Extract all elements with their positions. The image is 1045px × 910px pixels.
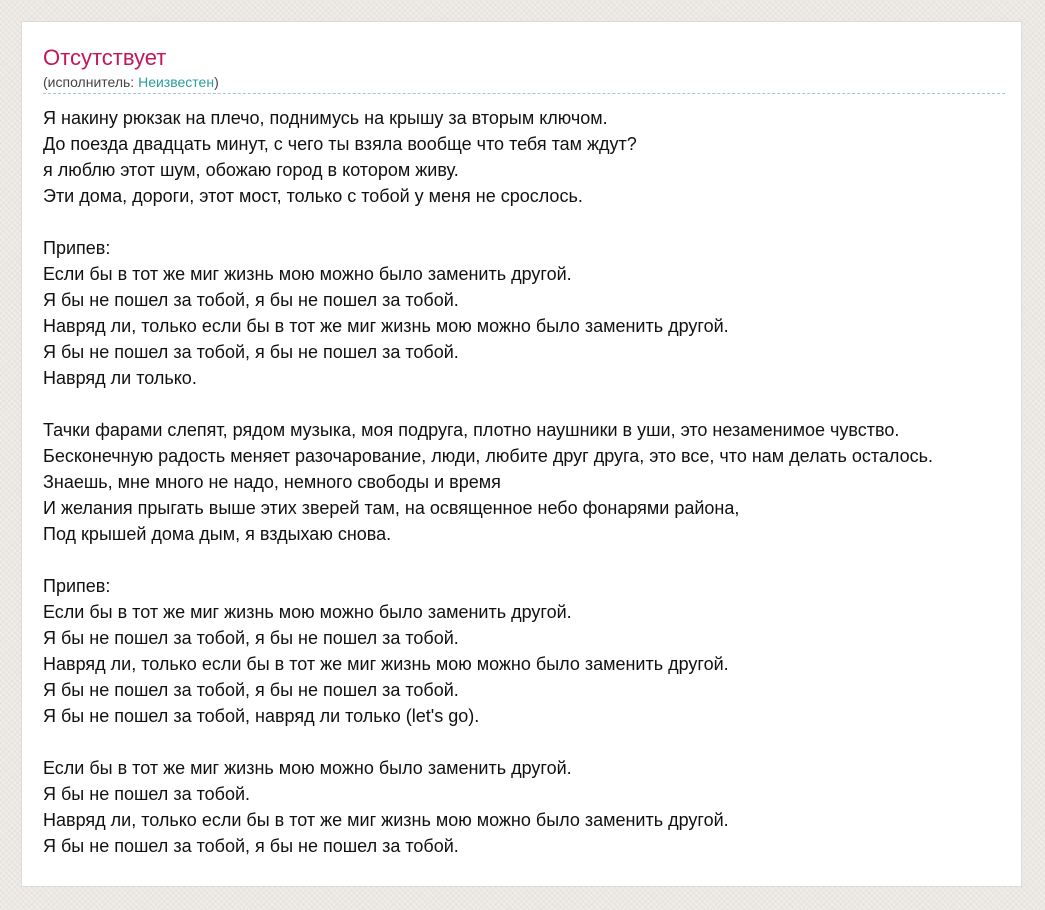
lyric-line: Я бы не пошел за тобой, навряд ли только (let's go). — [43, 706, 480, 726]
lyric-line: Я бы не пошел за тобой, я бы не пошел за тобой. — [43, 342, 459, 362]
lyric-line: Я накину рюкзак на плечо, поднимусь на крышу за вторым ключом. — [43, 108, 608, 128]
lyric-line: Под крышей дома дым, я вздыхаю снова. — [43, 524, 392, 544]
lyric-blank-line — [43, 547, 933, 573]
lyrics-card — [21, 21, 1022, 887]
lyric-line: Навряд ли, только если бы в тот же миг жизнь мою можно было заменить другой. — [43, 810, 729, 830]
lyric-line: Я бы не пошел за тобой, я бы не пошел за тобой. — [43, 628, 459, 648]
lyric-blank-line — [43, 729, 933, 755]
lyric-line: я люблю этот шум, обожаю город в котором живу. — [43, 160, 459, 180]
lyric-line: Я бы не пошел за тобой. — [43, 784, 251, 804]
lyric-line: Если бы в тот же миг жизнь мою можно было заменить другой. — [43, 758, 572, 778]
lyric-line: Бесконечную радость меняет разочарование, люди, любите друг друга, это все, что нам делать осталось. — [43, 446, 933, 466]
lyric-line: Знаешь, мне много не надо, немного свободы и время — [43, 472, 501, 492]
lyric-line: Навряд ли, только если бы в тот же миг жизнь мою можно было заменить другой. — [43, 654, 729, 674]
lyric-line: Если бы в тот же миг жизнь мою можно было заменить другой. — [43, 264, 572, 284]
lyric-line: Припев: — [43, 576, 111, 596]
lyric-line: Если бы в тот же миг жизнь мою можно было заменить другой. — [43, 602, 572, 622]
lyric-line: Эти дома, дороги, этот мост, только с тобой у меня не срослось. — [43, 186, 583, 206]
lyric-line: И желания прыгать выше этих зверей там, на освященное небо фонарями района, — [43, 498, 740, 518]
lyric-line: Навряд ли только. — [43, 368, 197, 388]
lyric-line: Тачки фарами слепят, рядом музыка, моя подруга, плотно наушники в уши, это незаменимое чувство. — [43, 420, 900, 440]
artist-suffix: ) — [214, 74, 219, 90]
artist-link[interactable]: Неизвестен — [138, 74, 215, 90]
lyric-line: Я бы не пошел за тобой, я бы не пошел за тобой. — [43, 290, 459, 310]
lyrics-text — [43, 105, 933, 859]
lyric-line: Навряд ли, только если бы в тот же миг жизнь мою можно было заменить другой. — [43, 316, 729, 336]
artist-line — [43, 73, 219, 91]
lyric-line: Я бы не пошел за тобой, я бы не пошел за тобой. — [43, 680, 459, 700]
lyric-line: Припев: — [43, 238, 111, 258]
lyric-blank-line — [43, 391, 933, 417]
title-divider — [43, 93, 1005, 94]
lyric-line: Я бы не пошел за тобой, я бы не пошел за тобой. — [43, 836, 459, 856]
lyric-blank-line — [43, 209, 933, 235]
artist-prefix: (исполнитель: — [43, 74, 139, 90]
lyric-line: До поезда двадцать минут, с чего ты взяла вообще что тебя там ждут? — [43, 134, 637, 154]
song-title: Отсутствует — [43, 45, 167, 70]
